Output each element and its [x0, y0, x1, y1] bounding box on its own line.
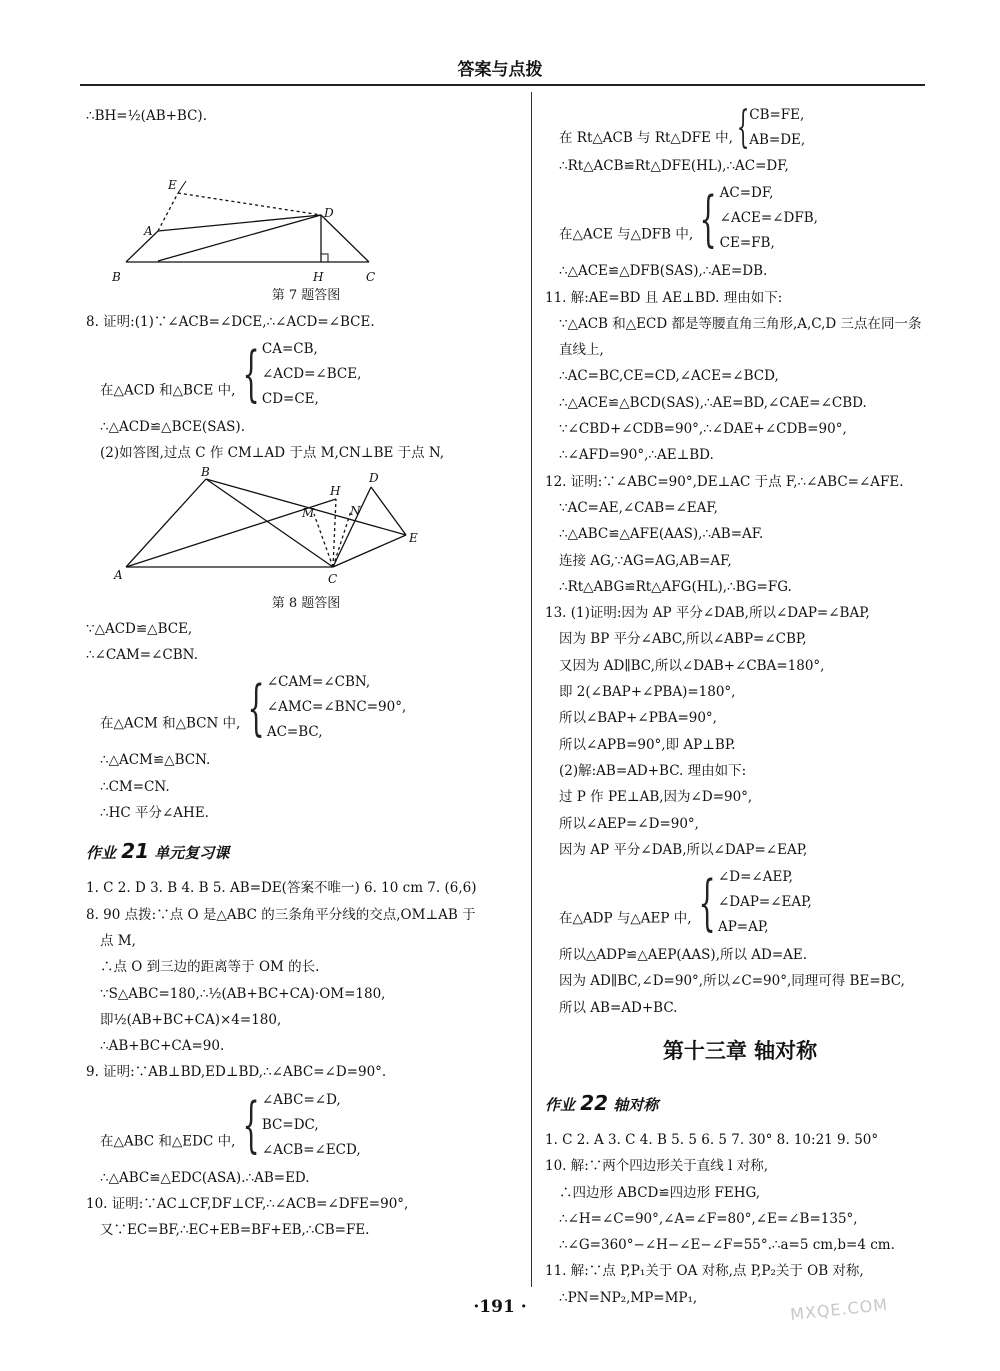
system-q8a: [86, 337, 526, 412]
heading-prefix: 作业: [545, 1095, 581, 1114]
brace-group: [245, 670, 407, 745]
text-line: ∴△ABC≌△EDC(ASA).∴AB=ED.: [100, 1169, 310, 1186]
watermark: MXQE.COM: [789, 1294, 889, 1325]
heading-title: 轴对称: [608, 1095, 659, 1114]
brace-group: [737, 103, 805, 153]
page-number: ·191 ·: [473, 1297, 527, 1317]
condition: ∠ABC=∠D,: [261, 1091, 341, 1108]
condition: ∠CAM=∠CBN,: [266, 674, 371, 691]
text-line: 又因为 AD∥BC,所以∠DAB+∠CBA=180°,: [559, 657, 825, 674]
text-line: ∴CM=CN.: [100, 778, 170, 795]
condition: CB=FE,: [749, 107, 805, 123]
condition: ∠D=∠AEP,: [717, 869, 793, 886]
condition: AC=DF,: [719, 185, 774, 202]
system-lead: 在△ACE 与△DFB 中,: [559, 226, 694, 243]
text-line: 11. 解:AE=BD 且 AE⊥BD. 理由如下:: [545, 289, 783, 306]
text-line: 所以∠APB=90°,即 AP⊥BP.: [559, 736, 736, 753]
condition: ∠ACB=∠ECD,: [261, 1141, 361, 1158]
system-r2: [545, 181, 935, 256]
text-line: ∴Rt△ABG≌Rt△AFG(HL),∴BG=FG.: [559, 578, 792, 595]
text-line: ∴∠AFD=90°,∴AE⊥BD.: [559, 447, 714, 464]
figure-7-diagram: [86, 129, 526, 285]
figure-7: [86, 129, 526, 285]
label-M: M: [302, 505, 315, 520]
text-line: 所以∠BAP+∠PBA=90°,: [559, 710, 717, 727]
text-line: 8. 证明:(1)∵∠ACB=∠DCE,∴∠ACD=∠BCE.: [86, 313, 375, 330]
text-line: 10. 解:∵两个四边形关于直线 l 对称,: [545, 1158, 769, 1175]
heading-number: 21: [121, 839, 150, 864]
text-line: 即½(AB+BC+CA)×4=180,: [100, 1011, 282, 1028]
brace-icon: {: [698, 867, 716, 938]
text-line: ∴∠H=∠C=90°,∠A=∠F=80°,∠E=∠B=135°,: [559, 1210, 858, 1227]
text-line: (2)解:AB=AD+BC. 理由如下:: [559, 762, 747, 779]
system-lead: 在△ADP 与△AEP 中,: [559, 910, 692, 927]
text-line: ∴△ABC≌△AFE(AAS),∴AB=AF.: [559, 526, 764, 543]
text-line: 连接 AG,∵AG=AG,AB=AF,: [559, 552, 732, 569]
text-line: ∵△ACB 和△ECD 都是等腰直角三角形,A,C,D 三点在同一条: [559, 315, 922, 332]
heading-number: 22: [580, 1090, 609, 1115]
label-D: D: [324, 206, 334, 221]
text-line: ∴△ACE≌△DFB(SAS),∴AE=DB.: [559, 263, 768, 280]
text-line: (2)如答图,过点 C 作 CM⊥AD 于点 M,CN⊥BE 于点 N,: [100, 445, 445, 462]
text-line: 10. 证明:∵AC⊥CF,DF⊥CF,∴∠ACB=∠DFE=90°,: [86, 1196, 409, 1213]
label-E: E: [409, 530, 418, 545]
text-line: ∴△ACE≌△BCD(SAS),∴AE=BD,∠CAE=∠CBD.: [559, 394, 867, 411]
section-heading-hw22: [545, 1084, 935, 1123]
label-B: B: [112, 270, 121, 285]
header-rule: [80, 84, 925, 86]
brace-icon: {: [247, 672, 265, 743]
text-line: 直线上,: [559, 342, 604, 359]
text-line: 因为 AP 平分∠DAB,所以∠DAP=∠EAP,: [559, 841, 808, 858]
condition: AB=DE,: [749, 132, 806, 148]
system-lead: 在 Rt△ACB 与 Rt△DFE 中,: [559, 130, 733, 146]
text-line: ∴△ACM≌△BCN.: [100, 752, 211, 769]
system-lead: 在△ACM 和△BCN 中,: [100, 715, 241, 732]
text-line: ∴AB+BC+CA=90.: [100, 1038, 225, 1055]
text-line: 因为 AD∥BC,∠D=90°,所以∠C=90°,同理可得 BE=BC,: [559, 973, 905, 990]
condition: CD=CE,: [261, 390, 319, 407]
brace-group: [240, 337, 362, 412]
text-line: 8. 90 点拨:∵点 O 是△ABC 的三条角平分线的交点,OM⊥AB 于: [86, 906, 476, 923]
label-A: A: [114, 567, 123, 582]
text-line: ∵AC=AE,∠CAB=∠EAF,: [559, 499, 718, 516]
text-line: ∴Rt△ACB≌Rt△DFE(HL),∴AC=DF,: [559, 158, 789, 174]
text-line: ∵△ACD≌△BCE,: [86, 620, 193, 637]
text-line: 所以△ADP≌△AEP(AAS),所以 AD=AE.: [559, 947, 808, 964]
brace-icon: {: [242, 339, 260, 410]
left-column: [86, 103, 526, 1244]
label-D: D: [369, 470, 379, 485]
text-line: ∴HC 平分∠AHE.: [100, 805, 209, 822]
system-lead: 在△ABC 和△EDC 中,: [100, 1133, 236, 1150]
figure-7-caption: 第 7 题答图: [271, 288, 341, 304]
text-line: 又∵EC=BF,∴EC+EB=BF+EB,∴CB=FE.: [100, 1222, 370, 1239]
text-line: 13. (1)证明:因为 AP 平分∠DAB,所以∠DAP=∠BAP,: [545, 605, 870, 622]
figure-8-diagram: [86, 464, 526, 587]
condition: ∠DAP=∠EAP,: [717, 894, 812, 911]
column-divider: [531, 92, 532, 1287]
text-line: 点 M,: [100, 932, 136, 949]
system-q13: [545, 865, 935, 940]
condition: CE=FB,: [719, 235, 775, 252]
heading-prefix: 作业: [86, 844, 122, 863]
heading-title: 单元复习课: [149, 844, 230, 863]
label-A: A: [144, 224, 153, 239]
text-line: 因为 BP 平分∠ABC,所以∠ABP=∠CBP,: [559, 631, 807, 648]
text-line: 所以 AB=AD+BC.: [559, 999, 678, 1016]
system-lead: 在△ACD 和△BCE 中,: [100, 382, 236, 399]
text-line: 1. C 2. A 3. C 4. B 5. 5 6. 5 7. 30° 8. 10:21 9. 50°: [545, 1131, 879, 1148]
page-header: 答案与点拨: [457, 60, 543, 80]
system-q8b: [86, 670, 526, 745]
text-line: ∵S△ABC=180,∴½(AB+BC+CA)·OM=180,: [100, 985, 386, 1002]
text-line: ∴点 O 到三边的距离等于 OM 的长.: [100, 959, 320, 976]
label-C: C: [366, 270, 376, 285]
brace-group: [697, 181, 817, 256]
label-C: C: [328, 571, 338, 586]
text-line: 1. C 2. D 3. B 4. B 5. AB=DE(答案不唯一) 6. 10 cm 7. (6,6): [86, 880, 477, 897]
text-line: 12. 证明:∵∠ABC=90°,DE⊥AC 于点 F,∴∠ABC=∠AFE.: [545, 473, 904, 490]
text-line: ∴四边形 ABCD≌四边形 FEHG,: [559, 1184, 761, 1201]
brace-icon: {: [242, 1090, 260, 1161]
label-N: N: [350, 503, 361, 518]
right-column: [545, 103, 935, 1311]
text-line: ∴∠CAM=∠CBN.: [86, 647, 198, 664]
brace-group: [240, 1088, 361, 1163]
text-line: ∴BH=½(AB+BC).: [86, 108, 207, 124]
label-H: H: [313, 270, 324, 285]
condition: AC=BC,: [266, 724, 323, 741]
text-line: ∵∠CBD+∠CDB=90°,∴∠DAE+∠CDB=90°,: [559, 421, 847, 438]
condition: BC=DC,: [261, 1116, 319, 1133]
condition: CA=CB,: [261, 340, 318, 357]
system-q9: [86, 1088, 526, 1163]
text-line: 9. 证明:∵AB⊥BD,ED⊥BD,∴∠ABC=∠D=90°.: [86, 1064, 387, 1081]
text-line: ∴PN=NP₂,MP=MP₁,: [559, 1289, 698, 1306]
label-E: E: [168, 178, 177, 193]
condition: ∠ACE=∠DFB,: [719, 210, 818, 227]
text-line: 即 2(∠BAP+∠PBA)=180°,: [559, 684, 736, 701]
chapter-title: 第十三章 轴对称: [662, 1038, 818, 1064]
figure-8: [86, 464, 526, 587]
label-H: H: [330, 483, 341, 498]
text-line: ∴AC=BC,CE=CD,∠ACE=∠BCD,: [559, 368, 779, 385]
figure-8-caption: 第 8 题答图: [271, 595, 341, 611]
brace-group: [696, 865, 812, 940]
condition: ∠AMC=∠BNC=90°,: [266, 699, 407, 716]
brace-icon: {: [699, 183, 718, 254]
text-line: 所以∠AEP=∠D=90°,: [559, 815, 699, 832]
text-line: 过 P 作 PE⊥AB,因为∠D=90°,: [559, 789, 753, 806]
section-heading-hw21: [86, 832, 526, 871]
condition: ∠ACD=∠BCE,: [261, 365, 362, 382]
text-line: 11. 解:∵点 P,P₁关于 OA 对称,点 P,P₂关于 OB 对称,: [545, 1263, 864, 1280]
condition: AP=AP,: [717, 919, 769, 936]
label-B: B: [201, 464, 210, 479]
text-line: ∴∠G=360°−∠H−∠E−∠F=55°.∴a=5 cm,b=4 cm.: [559, 1237, 895, 1254]
brace-icon: {: [736, 102, 750, 153]
text-line: ∴△ACD≌△BCE(SAS).: [100, 418, 245, 435]
system-r1: [545, 103, 935, 153]
